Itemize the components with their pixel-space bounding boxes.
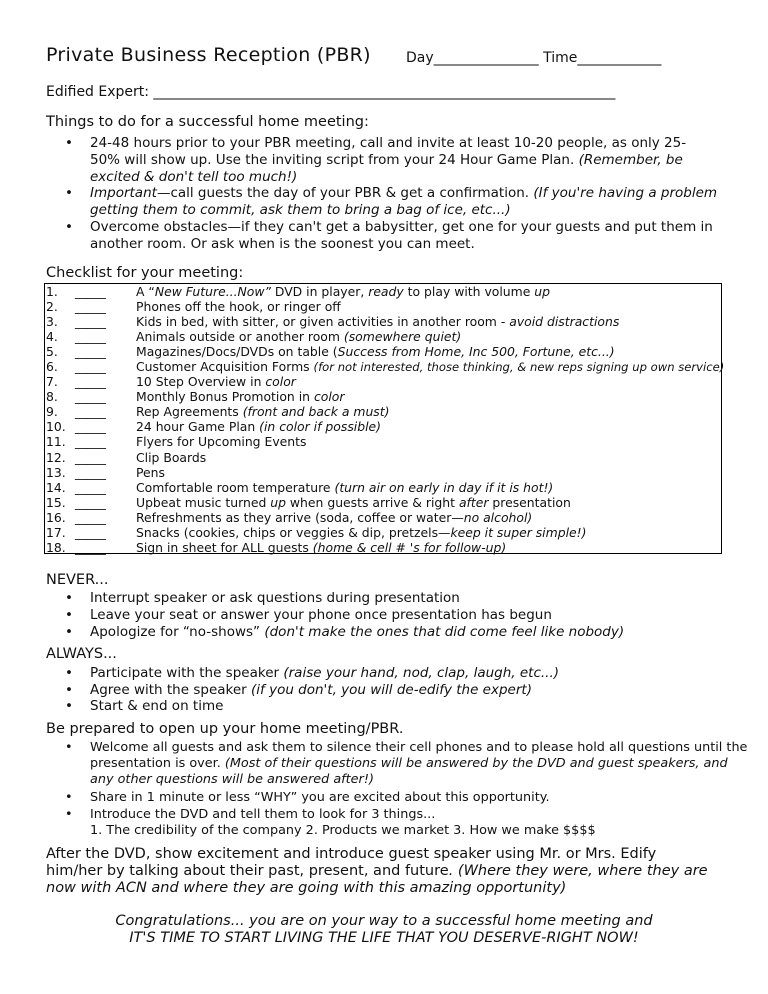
things-item-2: • Important—call guests the day of your PBR & get a confirmation. (If you're having a problem getting them to commit, ask them to bring a bag of ice, etc...) bbox=[65, 185, 718, 218]
things-heading: Things to do for a successful home meeting: bbox=[46, 114, 369, 130]
always-item: • Start & end on time bbox=[65, 698, 224, 714]
bullet-icon: • bbox=[65, 682, 73, 698]
bullet-icon: • bbox=[65, 665, 73, 681]
day-time-field: Day_______________ Time____________ bbox=[406, 50, 662, 66]
bullet-icon: • bbox=[65, 807, 73, 822]
never-item: • Apologize for “no-shows” (don't make the ones that did come feel like nobody) bbox=[65, 624, 625, 640]
prepare-heading: Be prepared to open up your home meeting/PBR. bbox=[46, 721, 404, 737]
closing-line-1: Congratulations... you are on your way to a successful home meeting and bbox=[115, 913, 653, 929]
bullet-icon: • bbox=[65, 590, 73, 606]
things-item-3: • Overcome obstacles—if they can't get a babysitter, get one for your guests and put them in another room. Or ask when is the soonest you can meet. bbox=[65, 219, 713, 252]
prepare-item-1: • Welcome all guests and ask them to silence their cell phones and to please hold all questions until the presentation is over. (Most of their questions will be answered by the DVD and guest speakers, and any other questions will be answered after!) bbox=[65, 740, 748, 787]
bullet-icon: • bbox=[65, 135, 73, 151]
never-item: • Leave your seat or answer your phone once presentation has begun bbox=[65, 607, 552, 623]
never-item: • Interrupt speaker or ask questions during presentation bbox=[65, 590, 460, 606]
page-title: Private Business Reception (PBR) bbox=[46, 44, 371, 66]
bullet-icon: • bbox=[65, 698, 73, 714]
bullet-icon: • bbox=[65, 740, 73, 755]
always-item: • Agree with the speaker (if you don't, you will de-edify the expert) bbox=[65, 682, 532, 698]
checklist-heading: Checklist for your meeting: bbox=[46, 265, 244, 281]
prepare-item-2: • Share in 1 minute or less “WHY” you are excited about this opportunity. bbox=[65, 790, 550, 805]
always-item: • Participate with the speaker (raise your hand, nod, clap, laugh, etc...) bbox=[65, 665, 560, 681]
bullet-icon: • bbox=[65, 185, 73, 201]
closing-line-2: IT'S TIME TO START LIVING THE LIFE THAT YOU DESERVE-RIGHT NOW! bbox=[129, 930, 639, 946]
after-dvd-paragraph: After the DVD, show excitement and introduce guest speaker using Mr. or Mrs. Edify him/her by talking about their past, present, and future. (Where they were, where they are now with ACN and where they are going with this amazing opportunity) bbox=[46, 846, 708, 896]
prepare-item-3: • Introduce the DVD and tell them to look for 3 things... bbox=[65, 807, 436, 822]
bullet-icon: • bbox=[65, 790, 73, 805]
prepare-sublist: 1. The credibility of the company 2. Products we market 3. How we make $$$$ bbox=[90, 823, 596, 838]
edified-expert-field: Edified Expert: __________________________________________________________________ bbox=[46, 84, 616, 100]
bullet-icon: • bbox=[65, 219, 73, 235]
things-item-1: • 24-48 hours prior to your PBR meeting, call and invite at least 10-20 people, as only 25- 50% will show up. Use the inviting script from your 24 Hour Game Plan. (Remember, be excited & don't tell too much!) bbox=[65, 135, 687, 185]
bullet-icon: • bbox=[65, 607, 73, 623]
bullet-icon: • bbox=[65, 624, 73, 640]
always-heading: ALWAYS... bbox=[46, 646, 117, 662]
never-heading: NEVER... bbox=[46, 572, 109, 588]
